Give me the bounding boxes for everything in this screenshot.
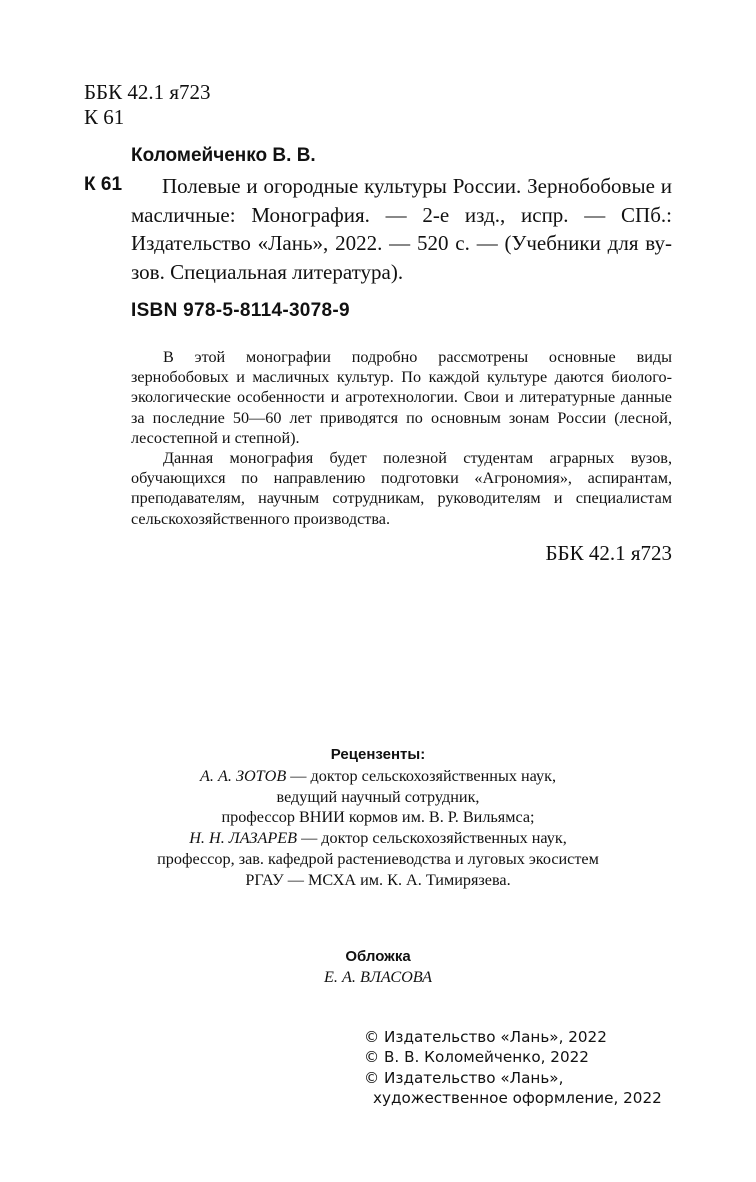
reviewer-1-title: — доктор сельскохозяйственных наук, — [286, 766, 556, 785]
reviewer-1-affiliation: профессор ВНИИ кормов им. В. Р. Вильямса; — [221, 808, 535, 827]
bbk-code: ББК 42.1 я723 — [84, 80, 211, 104]
cover-heading: Обложка — [345, 948, 411, 965]
annotation-paragraph: Данная монография будет полезной студентам аграрных вузов, обучающихся по направлению подготовки «Агрономия», аспирантам, преподавателям, научным сотрудникам, руководителям и специалистам сельскохозяйственного производства. — [131, 449, 672, 528]
reviewer-1-name: А. А. ЗОТОВ — [200, 766, 287, 785]
reviewer-2-position: профессор, зав. кафедрой растениеводства и луговых экосистем — [157, 849, 599, 868]
reviewer-2-affiliation: РГАУ — МСХА им. К. А. Тимирязева. — [245, 870, 511, 889]
bibliographic-entry: Полевые и огородные культуры России. Зернобобовые и масличные: Монография. — 2-е изд., испр. — СПб.: Издательство «Лань», 2022. — 520 с. — (Учебники для вузов. Специальная литература). — [131, 174, 672, 284]
bbk-code-bottom: ББК 42.1 я723 — [545, 541, 672, 565]
author-name: Коломейченко В. В. — [131, 145, 316, 166]
reviewer-2-line — [0, 828, 756, 849]
annotation-paragraph: В этой монографии подробно рассмотрены основные виды зернобобовых и масличных культур. По каждой культуре даются биолого-экологические особенности и агротехнологии. Свои и литературные данные за последние 50—60 лет приводятся по основным зонам России (лесной, лесостепной и степной). — [131, 348, 672, 447]
author-sign: К 61 — [84, 105, 125, 129]
cutter-mark: К 61 — [84, 174, 123, 195]
copyright-line: © Издательство «Лань», 2022 — [364, 1028, 607, 1046]
reviewer-1-line — [0, 766, 756, 787]
isbn: ISBN 978-5-8114-3078-9 — [131, 300, 350, 321]
cover-credit — [0, 946, 756, 988]
reviewer-1-position: ведущий научный сотрудник, — [276, 787, 480, 806]
annotation — [131, 347, 672, 529]
reviewers-block — [0, 745, 756, 891]
copyright-line: художественное оформление, 2022 — [373, 1089, 662, 1108]
copyright-line: © В. В. Коломейченко, 2022 — [364, 1048, 589, 1067]
copyright-block — [364, 1027, 662, 1109]
bbk-index-block — [84, 80, 211, 130]
cover-designer-line — [0, 967, 756, 988]
reviewer-2-title: — доктор сельскохозяйственных наук, — [297, 829, 567, 848]
reviewers-heading: Рецензенты: — [330, 746, 426, 763]
copyright-line: © Издательство «Лань», — [364, 1068, 564, 1087]
cover-designer: Е. А. ВЛАСОВА — [324, 968, 432, 986]
reviewer-2-name: Н. Н. ЛАЗАРЕВ — [189, 829, 298, 848]
